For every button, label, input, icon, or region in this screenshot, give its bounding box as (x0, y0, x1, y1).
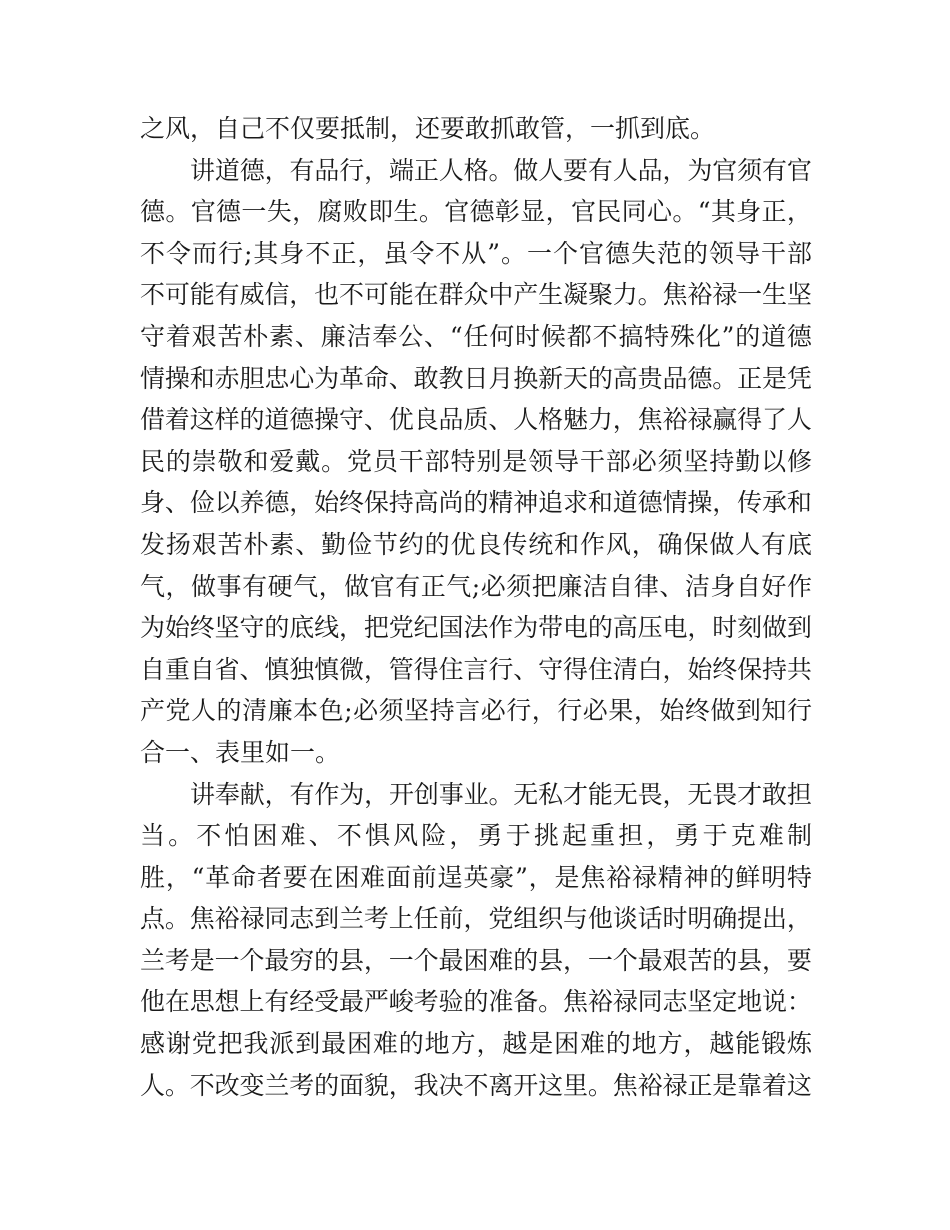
text-line: 他在思想上有经受最严峻考验的准备。焦裕禄同志坚定地说： (140, 987, 812, 1017)
text-line: 身、俭以养德，始终保持高尚的精神追求和道德情操，传承和 (140, 488, 812, 518)
body-text (140, 108, 816, 1106)
text-line: 胜，“革命者要在困难面前逞英豪”，是焦裕禄精神的鲜明特 (140, 862, 813, 892)
text-line: 发扬艰苦朴素、勤俭节约的优良传统和作风，确保做人有底 (140, 529, 813, 559)
text-line: 德。官德一失，腐败即生。官德彰显，官民同心。“其身正， (140, 197, 813, 227)
text-line: 为始终坚守的底线，把党纪国法作为带电的高压电，时刻做到 (140, 613, 812, 643)
text-line: 感谢党把我派到最困难的地方，越是困难的地方，越能锻炼 (140, 1029, 813, 1059)
text-line: 气，做事有硬气，做官有正气;必须把廉洁自律、洁身自好作 (140, 571, 813, 601)
text-line: 借着这样的道德操守、优良品质、人格魅力，焦裕禄赢得了人 (140, 405, 812, 435)
text-line: 自重自省、慎独慎微，管得住言行、守得住清白，始终保持共 (140, 654, 812, 684)
text-line: 之风，自己不仅要抵制，还要敢抓敢管，一抓到底。 (140, 114, 716, 143)
text-line: 守着艰苦朴素、廉洁奉公、“任何时候都不搞特殊化”的道德 (140, 321, 813, 351)
text-line: 当。不怕困难、不惧风险，勇于挑起重担，勇于克难制 (140, 821, 816, 851)
text-line: 情操和赤胆忠心为革命、敢教日月换新天的高贵品德。正是凭 (140, 363, 812, 393)
text-line: 讲奉献，有作为，开创事业。无私才能无畏，无畏才敢担 (190, 779, 812, 809)
text-line: 产党人的清廉本色;必须坚持言必行，行必果，始终做到知行 (140, 696, 813, 726)
text-line: 点。焦裕禄同志到兰考上任前，党组织与他谈话时明确提出， (140, 904, 812, 934)
text-line: 人。不改变兰考的面貌，我决不离开这里。焦裕禄正是靠着这 (140, 1070, 812, 1100)
text-line: 民的崇敬和爱戴。党员干部特别是领导干部必须坚持勤以修 (140, 446, 813, 476)
text-line: 不令而行;其身不正，虽令不从”。一个官德失范的领导干部 (140, 238, 813, 268)
text-line: 兰考是一个最穷的县，一个最困难的县，一个最艰苦的县，要 (140, 945, 812, 975)
text-line: 讲道德，有品行，端正人格。做人要有人品，为官须有官 (190, 155, 812, 185)
text-line: 合一、表里如一。 (140, 737, 341, 767)
text-line: 不可能有威信，也不可能在群众中产生凝聚力。焦裕禄一生坚 (140, 280, 812, 310)
